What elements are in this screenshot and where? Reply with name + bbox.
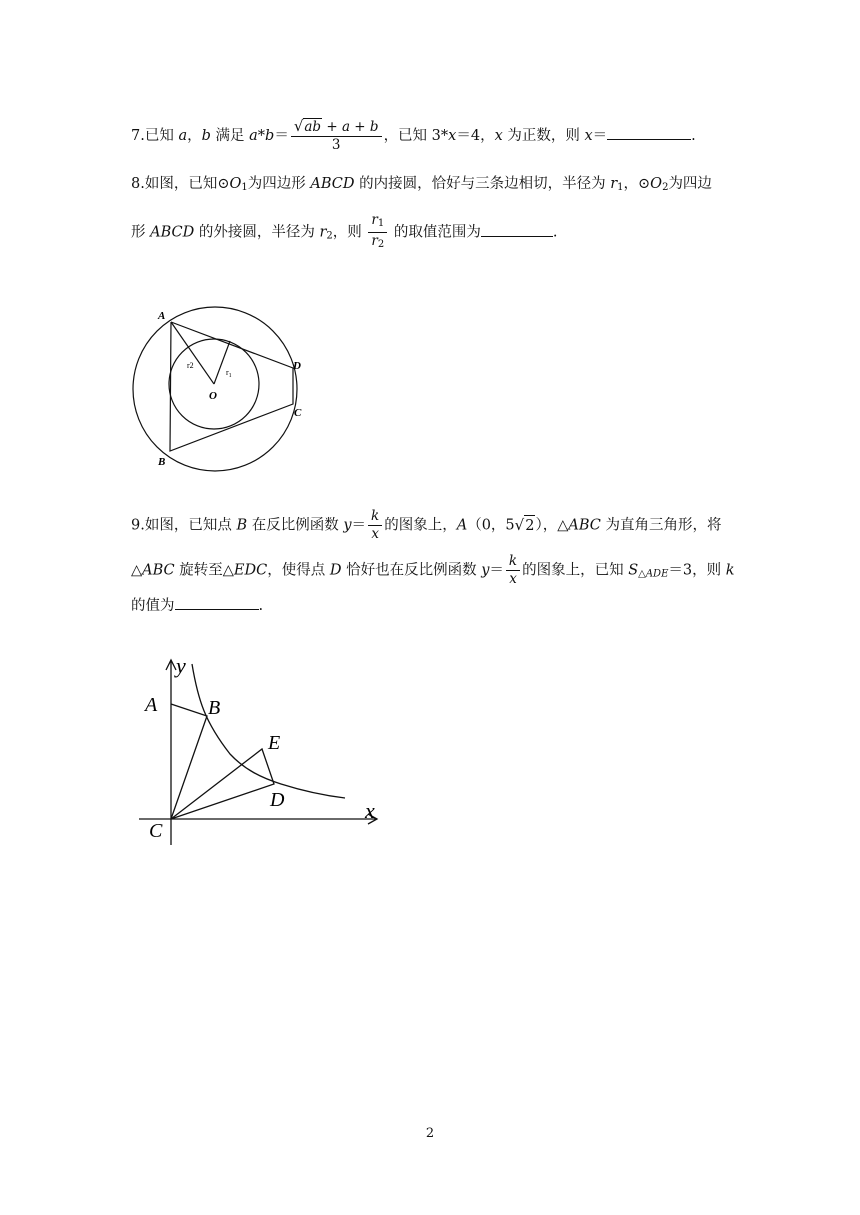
fig8-label-r2: r2	[187, 361, 194, 370]
q9-fraction-2: $\frac{k}{x}$	[506, 553, 520, 588]
hyperbola-curve	[192, 664, 345, 798]
fig9-label-y: y	[176, 653, 186, 678]
triangle-edc	[171, 749, 274, 819]
fig8-label-a: A	[158, 310, 166, 322]
q7-sqrt: ab	[304, 119, 322, 135]
q9-sqrt: 2	[524, 515, 535, 536]
fig8-label-c: C	[294, 407, 302, 419]
fig9-label-c: C	[149, 820, 163, 842]
fig8-label-o: O	[209, 390, 217, 402]
fig9-label-d: D	[270, 789, 285, 811]
question-9-line-3: 的值为 .	[131, 595, 263, 616]
fig9-label-b: B	[208, 697, 221, 719]
fig8-label-b: B	[158, 456, 166, 468]
question-8-line-1: 8.如图，已知$⊙O_1$为四边形 ABCD 的内接圆，恰好与三条边相切，半径为 $r_1$，$⊙O_2$为四边	[131, 176, 712, 193]
fig9-label-a: A	[145, 694, 158, 716]
page-number: 2	[425, 1126, 435, 1141]
question-9-line-2: △ABC 旋转至△EDC，使得点 D 恰好也在反比例函数 y＝ $\frac{k}{x}$ 的图象上，已知 $S_{\triangle ADE}=3$，则 k	[131, 553, 735, 587]
q7-fraction: $\frac{√ab + a + b}{3}$	[291, 118, 382, 154]
fig8-label-d: D	[293, 360, 301, 372]
fig9-label-e: E	[268, 732, 281, 754]
triangle-abc	[171, 704, 207, 819]
fig9-label-x: x	[365, 798, 375, 823]
q8-fraction: $\frac{r_1}{r_2}$	[368, 212, 387, 253]
q9-fraction-1: $\frac{k}{x}$	[368, 508, 382, 543]
question-9-line-1: 9.如图，已知点 B 在反比例函数 y＝ $\frac{k}{x}$ 的图象上，A（0，5√2），△ABC 为直角三角形，将	[131, 508, 722, 542]
question-7: 7.已知 a，b 满足 a*b＝ $\frac{√ab + a + b}{3}$ ，已知 3*x＝4，x 为正数，则 x＝ .	[131, 117, 696, 153]
question-8-line-2: 形 ABCD 的外接圆，半径为 $r_2$，则 $\frac{r_1}{r_2}$ 的取值范围为 .	[131, 212, 557, 253]
fig8-label-r1: $r_1$	[226, 368, 232, 379]
